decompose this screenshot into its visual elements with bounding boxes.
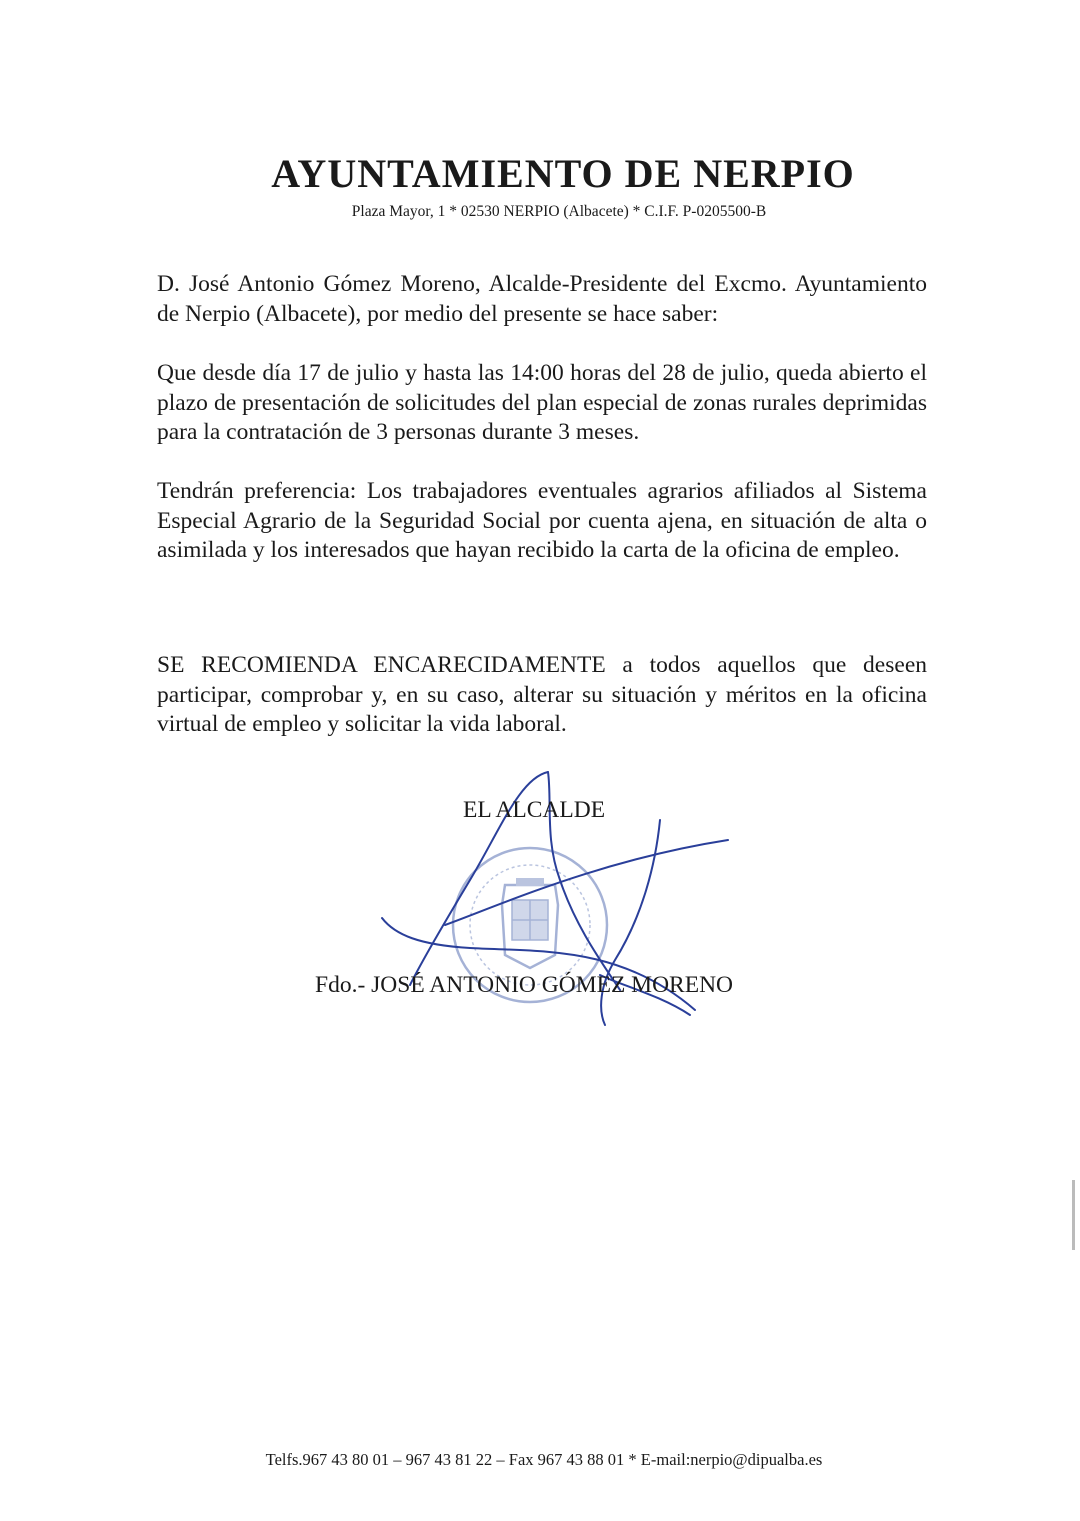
recommendation-paragraph: SE RECOMIENDA ENCARECIDAMENTE a todos aquellos que deseen participar, comprobar y, en su caso, alterar su situación y méritos en la oficina virtual de empleo y solicitar la vida laboral. <box>157 652 927 737</box>
document-title: AYUNTAMIENTO DE NERPIO <box>271 151 855 196</box>
preference-paragraph: Tendrán preferencia: Los trabajadores eventuales agrarios afiliados al Sistema Especial Agrario de la Seguridad Social por cuenta ajena, en situación de alta o asimilada y los interesados que hayan recibido la carta de la oficina de empleo. <box>157 478 927 563</box>
announcement-paragraph: Que desde día 17 de julio y hasta las 14:00 horas del 28 de julio, queda abierto el plazo de presentación de solicitudes del plan especial de zonas rurales deprimidas para la contratación de 3 personas durante 3 meses. <box>157 360 927 445</box>
scan-edge-mark <box>1072 1180 1075 1250</box>
footer-contact: Telfs.967 43 80 01 – 967 43 81 22 – Fax 967 43 88 01 * E-mail:nerpio@dipualba.es <box>265 1450 823 1469</box>
signature-name: Fdo.- JOSÉ ANTONIO GÓMEZ MORENO <box>315 972 734 998</box>
header-address: Plaza Mayor, 1 * 02530 NERPIO (Albacete) * C.I.F. P-0205500-B <box>351 203 767 220</box>
intro-paragraph: D. José Antonio Gómez Moreno, Alcalde-Presidente del Excmo. Ayuntamiento de Nerpio (Albacete), por medio del presente se hace saber: <box>157 271 927 327</box>
signature-title: EL ALCALDE <box>463 797 606 823</box>
